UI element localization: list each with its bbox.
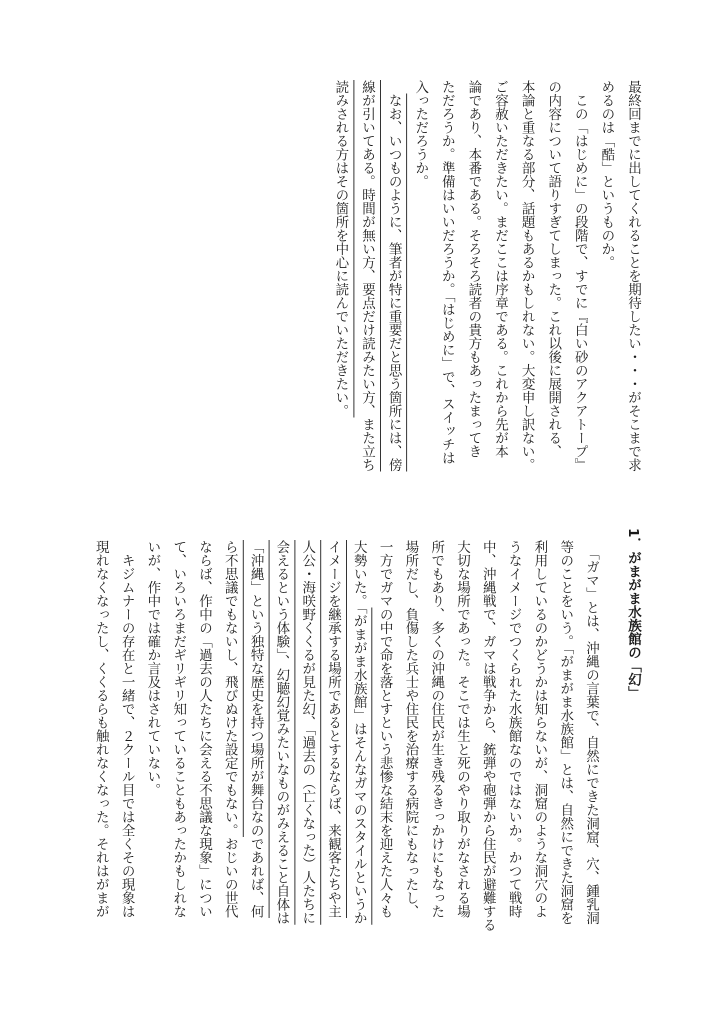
text-run: 所でもあり、多くの沖縄の住民が生き残るきっかけにもなった (428, 540, 445, 918)
text-column (359, 80, 375, 472)
text-column (439, 80, 455, 465)
text-column (572, 80, 588, 472)
text-run: うなイメージでつくられた水族館なのではないか。かつて戦時 (505, 540, 522, 918)
text-run: 本論と重なる部分、話題もあるかもしれない。大変申し訳ない。 (518, 80, 535, 472)
sidelined-text: なお、いつものように、筆者が特に重要だと思う箇所には、傍 (385, 93, 402, 472)
text-run: 利用しているのかどうかは知らないが、洞窟のような洞穴のよ (531, 540, 548, 918)
text-run: 入っただろうか。 (412, 80, 429, 188)
text-column (170, 540, 186, 918)
text-column (377, 540, 393, 918)
sidelined-text: 「がまがま水族館」はそんなガマのスタイルというか (350, 607, 367, 925)
sidelined-text: 読みされる方はその箇所を中心に読んでいただきたい。 (332, 80, 349, 418)
text-column (557, 540, 573, 925)
text-column (196, 540, 212, 918)
text-run: 中、沖縄戦で、ガマは戦争から、銃弾や砲弾から住民が避難する (479, 540, 496, 932)
text-run: ご容赦いただきたい。まだここは序章である。これから先が本 (492, 80, 508, 458)
text-run: 等のことをいう。「がまがま水族館」とは、自然にできた洞窟を (557, 540, 574, 925)
text-column (325, 540, 341, 918)
sidelined-text: 「沖縄」という独特な歴史を持つ場所が舞台なのであれば、何 (247, 540, 264, 918)
text-column (119, 540, 135, 918)
text-run: 「ガマ」とは、沖縄の言葉で、自然にできた洞窟、穴、鍾乳洞 (583, 540, 599, 925)
text-run: キジムナーの存在と一緒で、２クール目では全くその現象は (118, 540, 135, 918)
text-run: おじいの世代 (221, 837, 238, 918)
text-column (492, 80, 508, 458)
text-run: ならば、作中の「過去の人たちに会える不思議な現象」につい (196, 540, 212, 918)
text-run: 大切な場所であった。そこでは生と死のやり取りがなされる場 (454, 540, 470, 918)
text-column (545, 80, 561, 458)
text-column (519, 80, 535, 472)
text-run: 論であり、本番である。そろそろ読者の貴方もあったまってき (465, 80, 482, 458)
text-run: めるのは「酷」というものか。 (598, 80, 615, 269)
text-column (598, 80, 614, 269)
text-column (248, 540, 264, 918)
text-column (402, 540, 418, 918)
text-run (386, 80, 402, 94)
text-column (506, 540, 522, 918)
text-column (454, 540, 470, 918)
text-run: ただろうか。準備はいいだろうか。「はじめに」で、スイッチは (438, 80, 455, 465)
text-run: て、いろいろまだギリギリ知っていることもあったかもしれな (170, 540, 187, 918)
text-column (299, 540, 315, 925)
text-column (428, 540, 444, 918)
text-run: 大勢いた。 (350, 540, 367, 608)
text-column (480, 540, 496, 932)
text-column (625, 80, 641, 472)
text-run: 一方でガマの中で命を落とすという悲惨な結末を迎えた人々も (376, 540, 393, 918)
text-column (93, 540, 109, 918)
text-column (273, 540, 289, 925)
text-run: の内容について語りすぎてしまった。これ以後に展開される、 (545, 80, 562, 458)
text-column (465, 80, 481, 458)
sidelined-text: イメージを継承する場所であるとするならば、来観客たちや主 (325, 540, 341, 918)
text-run: 最終回までに出してくれることを期待したい・・・がそこまで求 (625, 80, 641, 472)
sidelined-text: 会えるという体験」、幻聴幻覚みたいなものがみえること自体は (273, 540, 290, 925)
text-column (531, 540, 547, 918)
text-column (583, 540, 599, 925)
sidelined-text: ら不思議でもないし、飛びぬけた設定でもない。 (221, 540, 238, 837)
text-run: 現れなくなったし、くくるらも触れなくなった。それはがまが (92, 540, 109, 918)
text-column (144, 540, 160, 797)
text-column (332, 80, 348, 418)
text-column (386, 80, 402, 472)
text-column (412, 80, 428, 188)
text-run: いが、作中では確か言及はされていない。 (144, 540, 161, 797)
text-run: この「はじめに」の段階で、すでに『白い砂のアクアトープ』 (571, 80, 588, 472)
sidelined-text: 線が引いてある。時間が無い方、要点だけ読みたい方、また立ち (359, 80, 375, 472)
text-column (351, 540, 367, 925)
section-heading: 1．がまがま水族館の「幻」 (625, 528, 641, 700)
text-run: 場所だし、負傷した兵士や住民を治療する病院にもなったし、 (402, 540, 419, 918)
sidelined-text: 人公・海咲野くくるが見た幻、「過去の（亡くなった）人たちに (299, 540, 316, 925)
text-column (222, 540, 238, 918)
